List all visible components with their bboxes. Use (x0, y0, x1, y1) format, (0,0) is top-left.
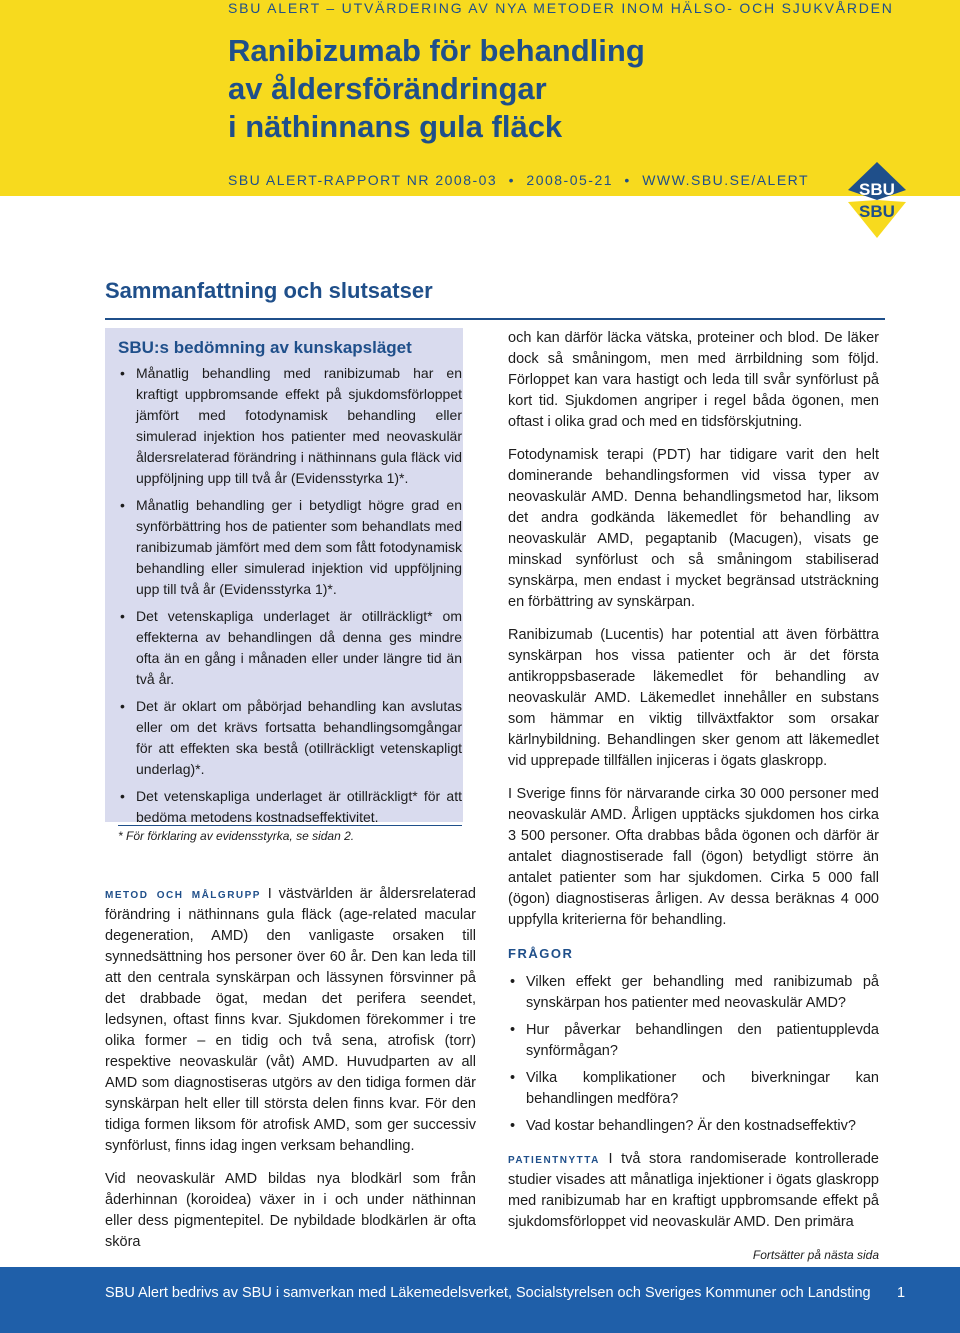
list-item-text: Det vetenskapliga underlaget är otillräckligt* för att bedöma metodens kostnadseffektivitet. (136, 788, 462, 825)
divider (105, 318, 885, 320)
method-text: I västvärlden är åldersrelaterad förändring i näthinnans gula fläck (age-related macular degeneration, AMD) den vanligaste orsaken till synnedsättning hos personer över 60 år. Den kan leda till att den centrala synskärpan och lässynen försvinner på det drabbade ögat, medan det perifera seendet, ledsynen, oftast finns kvar. Sjukdomen förekommer i tre olika former – en tidig och två sena, atrofisk (torr) respektive neovaskulär (våt) AMD. Huvudparten av all AMD som diagnostiseras utgörs av den tidiga formen där synskärpan helt eller till största delen finns kvar. För den tidiga formen liksom för atrofisk AMD, som ger successiv synförlust, finns idag ingen verksam behandling. (105, 886, 476, 1154)
method-paragraph (105, 884, 476, 1157)
paragraph: Ranibizumab (Lucentis) har potential att även förbättra synskärpan hos vissa patienter och är det första antikroppsbaserade läkemedlet för behandling av neovaskulär AMD. Läkemedlet innehåller en substans som hämmar en viktig tillväxtfaktor som orsakar kärlnybildning. Behandlingen sker genom att läkemedlet vid upprepade tillfällen injiceras i ögats glaskropp. (508, 627, 879, 769)
footnote: * För förklaring av evidensstyrka, se sidan 2. (118, 829, 355, 843)
separator-dot: • (508, 172, 516, 188)
list-item (118, 363, 462, 489)
assessment-heading: SBU:s bedömning av kunskapsläget (118, 338, 412, 357)
benefit-lead: patientnytta (508, 1151, 600, 1167)
left-column (105, 884, 476, 1265)
list-item (118, 495, 462, 600)
assessment-list (118, 363, 462, 834)
list-item (118, 696, 462, 780)
bullet-icon: • (510, 1022, 516, 1038)
list-item-text: Månatlig behandling med ranibizumab har en kraftigt uppbromsande effekt på sjukdomsförloppet jämfört med fotodynamisk behandling eller simulerad injektion hos patienter med neovaskulär åldersrelaterad förändring i näthinnans gula fläck vid uppföljning upp till två år (Evidensstyrka 1)*. (136, 365, 462, 486)
report-url[interactable]: WWW.SBU.SE/ALERT (642, 172, 810, 188)
method-lead: metod och målgrupp (105, 886, 261, 902)
header-band (0, 0, 960, 196)
questions-heading: FRÅGOR (508, 946, 574, 961)
bullet-icon: • (510, 974, 516, 990)
footer-band (0, 1267, 960, 1333)
list-item-text: Det vetenskapliga underlaget är otillräckligt* om effekterna av behandlingen då denna ges mindre ofta än en gång i månaden eller under längre tid än två år. (136, 608, 462, 687)
footnote-divider (118, 825, 462, 826)
list-item (508, 972, 879, 1014)
list-item (118, 606, 462, 690)
bullet-icon: • (120, 497, 125, 513)
paragraph: Fotodynamisk terapi (PDT) har tidigare varit den helt dominerande behandlingsformen vid vissa typer av neovaskulär AMD. Denna behandlingsmetod har, liksom det andra godkända läkemedlet för behandling av neovaskulär AMD, pegaptanib (Macugen), visats ge minskad synförlust och så småningom stabiliserad synskärpa, men endast i mycket begränsad utsträckning en förbättring av synskärpan. (508, 447, 879, 610)
title-line-1: Ranibizumab för behandling (228, 33, 645, 68)
report-date: 2008-05-21 (526, 172, 614, 188)
list-item-text: Månatlig behandling ger i betydligt högre grad en synförbättring hos de patienter som behandlats med ranibizumab jämfört med dem som fått fotodynamisk behandling eller simulerad injektion vid uppföljning upp till två år (Evidensstyrka 1)*. (136, 497, 462, 597)
list-item (508, 1116, 879, 1137)
title-line-2: av åldersförändringar (228, 71, 547, 106)
bullet-icon: • (120, 698, 125, 714)
list-item (508, 1068, 879, 1110)
svg-text:SBU: SBU (859, 180, 895, 199)
list-item-text: Hur påverkar behandlingen den patientupplevda synförmågan? (526, 1022, 879, 1059)
paragraph: I Sverige finns för närvarande cirka 30 000 personer med neovaskulär AMD. Årligen upptäcks sjukdomen hos cirka 3 500 personer. Ofta drabbas båda ögonen och därför är antalet diagnostiserade fall (ögon) betydligt större än antalet patienter som har sjukdomen. Cirka 5 000 fall (ögon) diagnostiseras årligen. Av dessa beräknas 4 000 uppfylla kriterierna för behandling. (508, 786, 879, 928)
right-column (508, 328, 879, 1278)
list-item-text: Det är oklart om påbörjad behandling kan avslutas eller om det krävs fortsatta behandlingsomgångar för att effekten ska bestå (otillräckligt vetenskapligt underlag)*. (136, 698, 462, 777)
series-label: SBU ALERT – UTVÄRDERING AV NYA METODER INOM HÄLSO- OCH SJUKVÅRDEN (228, 0, 894, 16)
benefit-text: I två stora randomiserade kontrollerade studier visades att månatliga injektioner i ögats glaskropp med ranibizumab har en kraftigt uppbromsande effekt på sjukdomsförloppet vid neovaskulär AMD. Den primära (508, 1151, 879, 1230)
continued-note: Fortsätter på nästa sida (752, 1248, 879, 1262)
report-meta (228, 172, 809, 188)
document-title (228, 32, 645, 146)
paragraph: och kan därför läcka vätska, proteiner och blod. De läker dock så småningom, men med ärrbildning som följd. Förloppet kan vara hastigt och leda till svår synförlust på kort tid. Sjukdomen angriper i regel båda ögonen, men oftast i olika grad och med en tidsförskjutning. (508, 330, 879, 430)
list-item-text: Vad kostar behandlingen? Är den kostnadseffektiv? (526, 1118, 856, 1134)
list-item-text: Vilken effekt ger behandling med ranibizumab på synskärpan hos patienter med neovaskulär AMD? (526, 974, 879, 1011)
bullet-icon: • (120, 608, 125, 624)
bullet-icon: • (120, 788, 125, 804)
list-item (118, 786, 462, 828)
separator-dot: • (624, 172, 631, 188)
list-item-text: Vilka komplikationer och biverkningar kan behandlingen medföra? (526, 1070, 879, 1107)
neovascular-paragraph: Vid neovaskulär AMD bildas nya blodkärl som från åderhinnan (koroidea) växer in i och under näthinnan eller dess pigmentepitel. De nybildade blodkärlen är ofta sköra (105, 1171, 476, 1250)
page-number: 1 (897, 1285, 906, 1301)
bullet-icon: • (120, 365, 125, 381)
list-item (508, 1020, 879, 1062)
summary-heading: Sammanfattning och slutsatser (105, 278, 433, 303)
questions-list (508, 972, 879, 1137)
report-number: SBU ALERT-RAPPORT NR 2008-03 (228, 172, 498, 188)
sbu-logo (848, 162, 906, 238)
svg-text:SBU: SBU (859, 202, 895, 221)
benefit-paragraph (508, 1149, 879, 1233)
footer-text: SBU Alert bedrivs av SBU i samverkan med Läkemedelsverket, Socialstyrelsen och Sveriges Kommuner och Landsting (105, 1285, 871, 1301)
bullet-icon: • (510, 1118, 516, 1134)
bullet-icon: • (510, 1070, 516, 1086)
title-line-3: i näthinnans gula fläck (228, 109, 563, 144)
